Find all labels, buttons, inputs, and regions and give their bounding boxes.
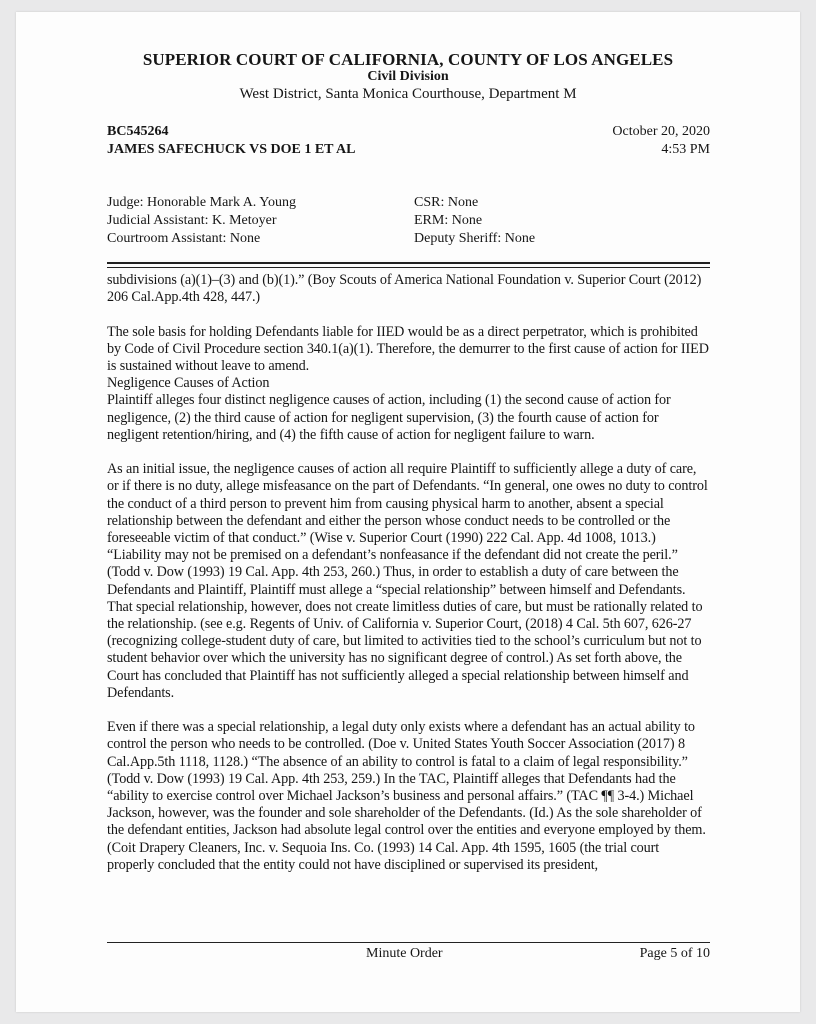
courthouse-location: West District, Santa Monica Courthouse, Department M xyxy=(239,86,577,102)
footer-label: Minute Order xyxy=(366,946,443,961)
paragraph-4: As an initial issue, the negligence causes of action all require Plaintiff to sufficiently allege a duty of care, or if there is no duty, allege misfeasance on the part of Defendants. “In general, one owes no duty to control the conduct of a third person to prevent him from causing physical harm to another, absent a special relationship between the defendant and either the person whose conduct needs to be controlled or the foreseeable victim of that conduct.” (Wise v. Superior Court (1990) 222 Cal. App. 4d 1008, 1013.) “Liability may not be premised on a defendant’s nonfeasance if the defendant did not create the peril.” (Todd v. Dow (1993) 19 Cal. App. 4th 253, 260.) Thus, in order to establish a duty of care between the Defendants and Plaintiff, Plaintiff must allege a “special relationship” between himself and Defendants. That special relationship, however, does not create limitless duties of care, but must be rationally related to the relationship. (see e.g. Regents of Univ. of California v. Superior Court, (2018) 4 Cal. 5th 607, 626-27 (recognizing college-student duty of care, but limited to activities tied to the school’s curriculum but not to student behavior over which the university has no significant degree of control.) As set forth above, the Court has concluded that Plaintiff has not sufficiently alleged a special relationship between himself and Defendants. xyxy=(107,461,708,701)
erm: ERM: None xyxy=(414,213,483,228)
paragraph-1: subdivisions (a)(1)–(3) and (b)(1).” (Boy Scouts of America National Foundation v. Superior Court (2012) 206 Cal.App.4th 428, 447.) xyxy=(107,272,702,306)
document-page xyxy=(16,12,800,1012)
case-title: JAMES SAFECHUCK VS DOE 1 ET AL xyxy=(107,142,356,157)
judicial-assistant: Judicial Assistant: K. Metoyer xyxy=(107,213,277,228)
division-name: Civil Division xyxy=(367,69,449,84)
paragraph-2: The sole basis for holding Defendants liable for IIED would be as a direct perpetrator, which is prohibited by Code of Civil Procedure section 340.1(a)(1). Therefore, the demurrer to the first cause of action for IIED is sustained without leave to amend. xyxy=(107,323,709,374)
header-divider-thin xyxy=(107,267,710,268)
page-number: Page 5 of 10 xyxy=(639,946,710,961)
case-number: BC545264 xyxy=(107,124,169,139)
judge: Judge: Honorable Mark A. Young xyxy=(107,195,296,210)
header-divider xyxy=(107,262,710,264)
csr: CSR: None xyxy=(414,195,479,210)
footer-divider xyxy=(107,942,710,943)
courtroom-assistant: Courtroom Assistant: None xyxy=(107,231,261,246)
order-date: October 20, 2020 xyxy=(612,124,710,139)
paragraph-5: Even if there was a special relationship, a legal duty only exists where a defendant has an actual ability to control the person who needs to be controlled. (Doe v. United States Youth Soccer Association (2017) 8 Cal.App.5th 1118, 1128.) “The absence of an ability to control is fatal to a claim of legal responsibility.” (Todd v. Dow (1993) 19 Cal. App. 4th 253, 259.) In the TAC, Plaintiff alleges that Defendants had the “ability to exercise control over Michael Jackson’s business and personal affairs.” (TAC ¶¶ 3-4.) Michael Jackson, however, was the founder and sole shareholder of the Defendants. (Id.) As the sole shareholder of the defendant entities, Jackson had absolute legal control over the entities and everyone employed by them. (Coit Drapery Cleaners, Inc. v. Sequoia Ins. Co. (1993) 14 Cal. App. 4th 1595, 1605 (the trial court properly concluded that the entity could not have disciplined or supervised its president, xyxy=(107,719,706,873)
deputy-sheriff: Deputy Sheriff: None xyxy=(414,231,536,246)
section-heading: Negligence Causes of Action xyxy=(107,375,270,392)
order-time: 4:53 PM xyxy=(661,142,710,157)
paragraph-3: Plaintiff alleges four distinct negligence causes of action, including (1) the second cause of action for negligence, (2) the third cause of action for negligent supervision, (3) the fourth cause of action for negligent retention/hiring, and (4) the fifth cause of action for negligent failure to warn. xyxy=(107,392,671,443)
order-body xyxy=(107,272,709,942)
court-name: SUPERIOR COURT OF CALIFORNIA, COUNTY OF LOS ANGELES xyxy=(142,50,674,69)
